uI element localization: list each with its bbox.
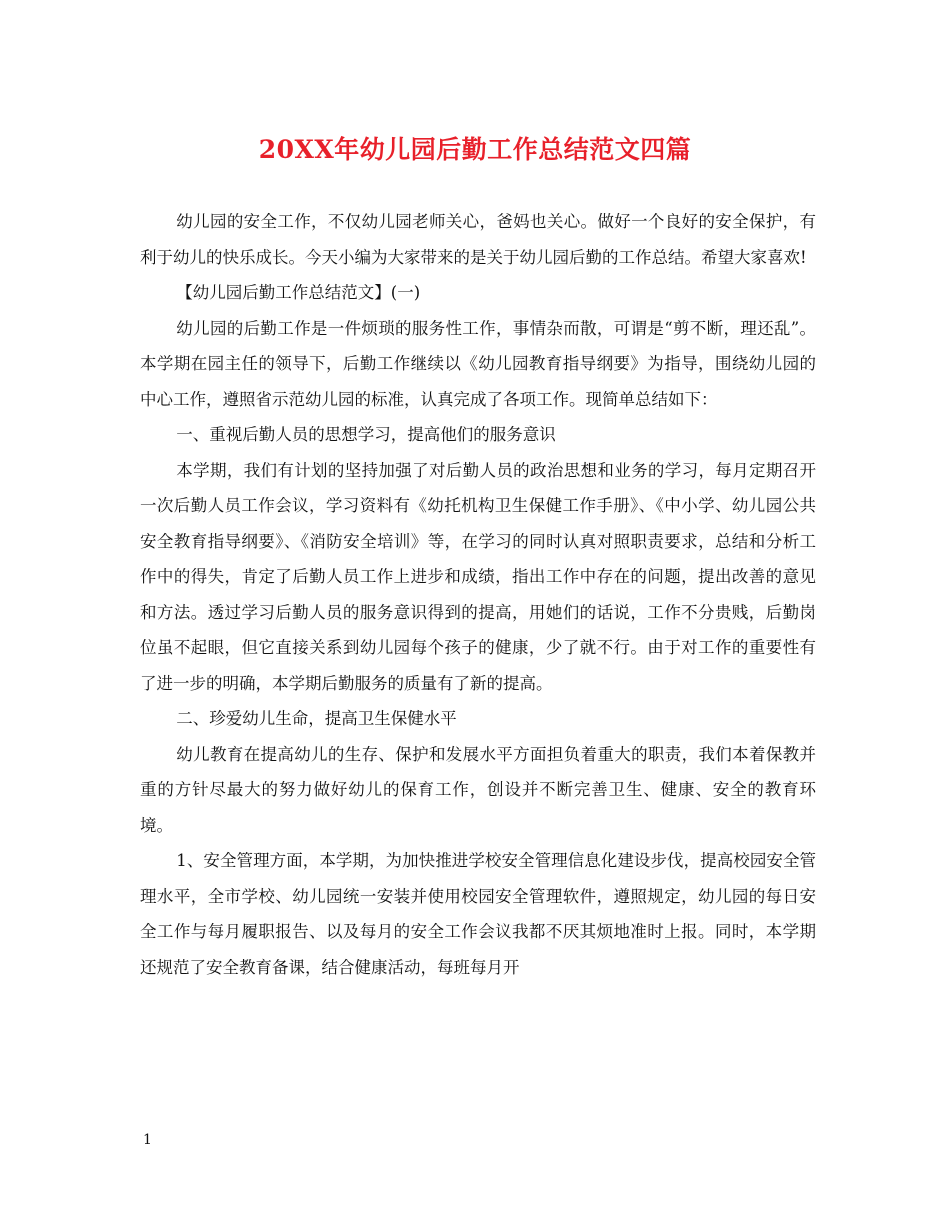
paragraph-part-two: 幼儿教育在提高幼儿的生存、保护和发展水平方面担负着重大的职责，我们本着保教并重的方针尽最大的努力做好幼儿的保育工作，创设并不断完善卫生、健康、安全的教育环境。 <box>140 744 816 835</box>
intro-paragraph: 幼儿园的安全工作，不仅幼儿园老师关心，爸妈也关心。做好一个良好的安全保护，有利于幼儿的快乐成长。今天小编为大家带来的是关于幼儿园后勤的工作总结。希望大家喜欢! <box>140 212 816 267</box>
paragraph-overview: 幼儿园的后勤工作是一件烦琐的服务性工作，事情杂而散，可谓是“剪不断，理还乱”。本学期在园主任的领导下，后勤工作继续以《幼儿园教育指导纲要》为指导，围绕幼儿园的中心工作，遵照省示范幼儿园的标准，认真完成了各项工作。现简单总结如下： <box>140 318 816 409</box>
document-title: 20XX年幼儿园后勤工作总结范文四篇 <box>258 135 692 164</box>
paragraph-safety-management: 1、安全管理方面，本学期，为加快推进学校安全管理信息化建设步伐，提高校园安全管理水平，全市学校、幼儿园统一安装并使用校园安全管理软件，遵照规定，幼儿园的每日安全工作与每月履职报告、以及每月的安全工作会议我都不厌其烦地准时上报。同时，本学期还规范了安全教育备课，结合健康活动，每班每月开 <box>140 851 816 977</box>
heading-part-one: 一、重视后勤人员的思想学习，提高他们的服务意识 <box>176 425 556 444</box>
heading-part-two: 二、珍爱幼儿生命，提高卫生保健水平 <box>176 709 457 728</box>
page-number: 1 <box>143 1132 152 1148</box>
section-heading-sample-1: 【幼儿园后勤工作总结范文】(一) <box>176 283 421 302</box>
paragraph-part-one: 本学期，我们有计划的坚持加强了对后勤人员的政治思想和业务的学习，每月定期召开一次后勤人员工作会议，学习资料有《幼托机构卫生保健工作手册》、《中小学、幼儿园公共安全教育指导纲要》、《消防安全培训》等，在学习的同时认真对照职责要求，总结和分析工作中的得失，肯定了后勤人员工作上进步和成绩，指出工作中存在的问题，提出改善的意见和方法。透过学习后勤人员的服务意识得到的提高，用她们的话说，工作不分贵贱，后勤岗位虽不起眼，但它直接关系到幼儿园每个孩子的健康，少了就不行。由于对工作的重要性有了进一步的明确，本学期后勤服务的质量有了新的提高。 <box>140 460 816 693</box>
document-body <box>140 204 816 985</box>
